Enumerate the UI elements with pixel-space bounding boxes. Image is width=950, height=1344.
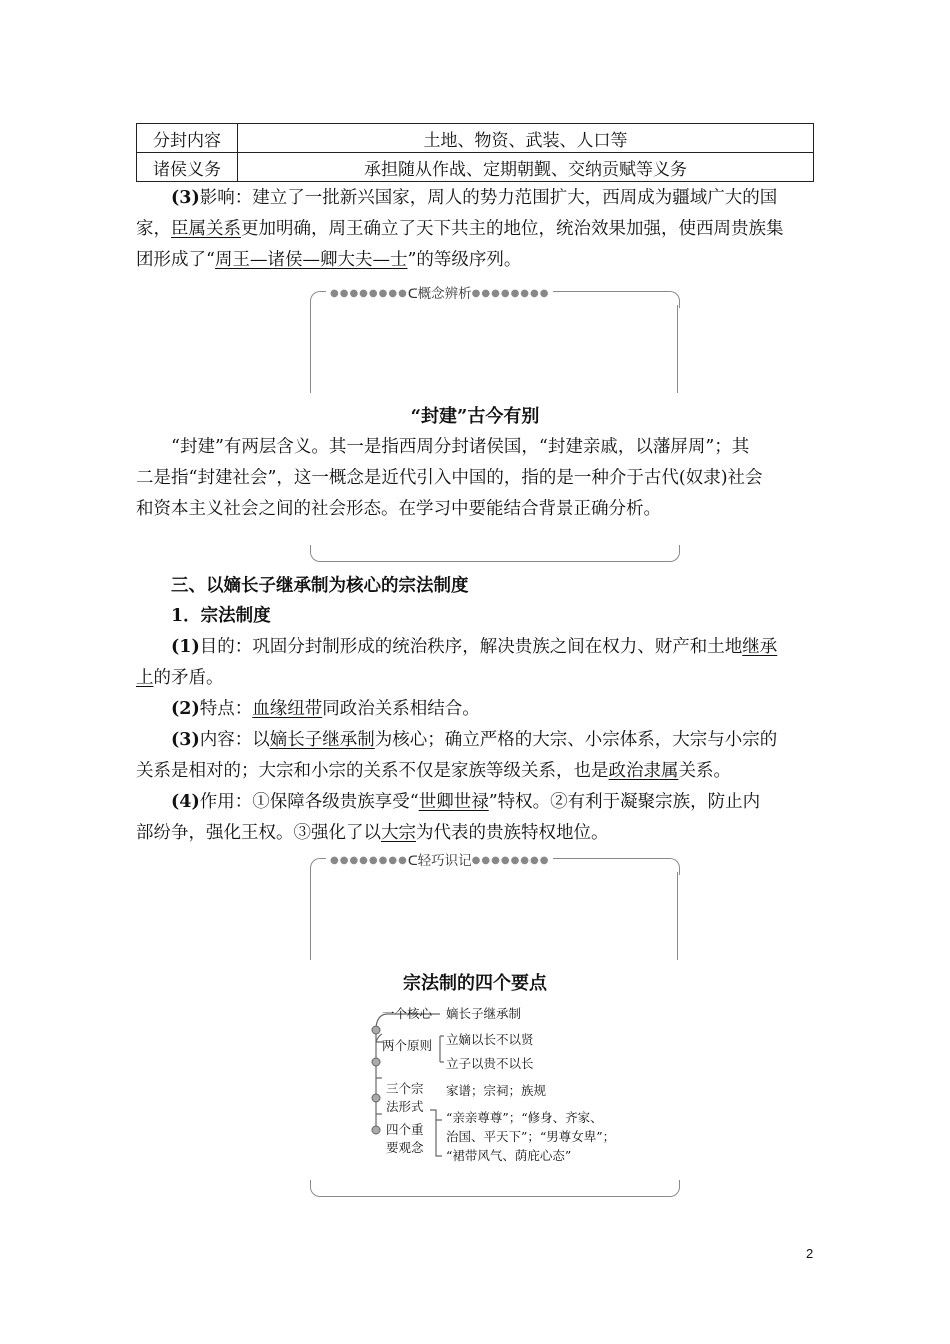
key-term: 臣属关系 (171, 219, 241, 239)
para-text: 关系。 (678, 761, 731, 781)
node-dot (372, 1026, 380, 1034)
concept-tag (326, 282, 553, 302)
para-text: 作用：①保障各级贵族享受“ (199, 792, 419, 812)
key-term: 政治隶属 (608, 761, 679, 781)
concept-title: “封建”古今有别 (410, 406, 540, 427)
node-content: 家谱；宗祠；族规 (446, 1083, 547, 1098)
node-content: 立嫡以长不以贤 (446, 1032, 534, 1047)
para-text: 目的：巩固分封制形成的统治秩序，解决贵族之间在权力、财产和土地 (199, 637, 743, 657)
concept-line: “封建”有两层含义。其一是指西周分封诸侯国，“封建亲戚，以藩屏周”；其 (171, 437, 750, 457)
key-term: 周王—诸侯—卿大夫—士 (214, 250, 408, 270)
influence-text: 团形成了“ (136, 250, 215, 270)
node-label: 三个宗 (386, 1081, 424, 1096)
node-dot (372, 1094, 380, 1102)
item-label: (1) (171, 637, 200, 657)
node-content: 立子以贵不以长 (446, 1056, 534, 1071)
para-text: 内容：以 (199, 730, 270, 750)
item-label: (2) (171, 699, 200, 719)
table-cell-key: 诸侯义务 (137, 153, 238, 182)
concept-box-bottom (310, 545, 680, 562)
bracket-line (440, 1036, 444, 1062)
zongfa-paragraphs (136, 632, 818, 849)
page-number: 2 (806, 1246, 814, 1261)
table-row (137, 124, 814, 153)
node-content: 治国、平天下”；“男尊女卑”； (446, 1129, 616, 1144)
para-text: 同政治关系相结合。 (322, 699, 480, 719)
dots-decoration: ●●●●●●●● (471, 855, 550, 866)
memory-title: 宗法制的四个要点 (403, 973, 547, 994)
concept-body (136, 432, 818, 525)
node-content: “亲亲尊尊”；“修身、齐家、 (446, 1110, 603, 1125)
influence-text: 更加明确，周王确立了天下共主的地位，统治效果加强，使西周贵族集 (241, 219, 784, 239)
node-dot (372, 1058, 380, 1066)
memory-tag-label: 轻巧识记 (417, 853, 472, 869)
bracket-line (430, 1110, 442, 1156)
para-text: 特点： (199, 699, 253, 719)
key-term: 上 (136, 668, 154, 688)
node-label: 要观念 (386, 1140, 424, 1155)
para-text: 为核心；确立严格的大宗、小宗体系，大宗与小宗的 (374, 730, 778, 750)
memory-tag (326, 849, 553, 869)
memory-box-bottom (310, 1180, 680, 1197)
node-dot (372, 1126, 380, 1134)
para-text: 为代表的贵族特权地位。 (416, 823, 609, 843)
node-label: 法形式 (386, 1099, 424, 1114)
concept-line: 和资本主义社会之间的社会形态。在学习中要能结合背景正确分析。 (136, 499, 661, 519)
node-label: 四个重 (386, 1122, 424, 1137)
para-text: 部纷争，强化王权。③强化了以 (136, 823, 381, 843)
frame-right-line (677, 872, 678, 960)
table-cell-value: 土地、物资、武装、人口等 (238, 124, 814, 153)
dots-decoration: ●●●●●●●● (330, 855, 408, 866)
table-cell-key: 分封内容 (137, 124, 238, 153)
key-term: 嫡长子继承制 (269, 730, 375, 750)
item-label: (4) (171, 792, 200, 812)
dots-decoration: ●●●●●●●● (330, 288, 408, 299)
item-label: (3) (171, 188, 200, 208)
para-text: 关系是相对的；大宗和小宗的关系不仅是家族等级关系，也是 (136, 761, 609, 781)
section-heading: 三、以嫡长子继承制为核心的宗法制度 (171, 576, 469, 596)
key-term: 大宗 (381, 823, 416, 843)
concept-tag-label: 概念辨析 (417, 286, 472, 302)
sub-heading: 1．宗法制度 (171, 606, 271, 626)
fenfeng-table (136, 123, 814, 182)
dots-decoration: ●●●●●●●● (471, 288, 550, 299)
tag-hook-icon: ᑕ (407, 853, 418, 869)
node-label: 一个核心 (382, 1006, 433, 1021)
node-label: 两个原则 (382, 1038, 433, 1053)
para-text: 的矛盾。 (153, 668, 224, 688)
node-content: 嫡长子继承制 (446, 1006, 522, 1021)
frame-right-line (677, 305, 678, 393)
concept-line: 二是指“封建社会”，这一概念是近代引入中国的，指的是一种介于古代(奴隶)社会 (136, 468, 763, 488)
tag-hook-icon: ᑕ (407, 286, 418, 302)
node-content: “裙带风气、荫庇心态” (446, 1148, 572, 1163)
key-term: 继承 (742, 637, 778, 657)
para-text: ”特权。②有利于凝聚宗族，防止内 (488, 792, 761, 812)
item-label: (3) (171, 730, 200, 750)
frame-left-line (310, 305, 311, 393)
influence-text: ”的等级序列。 (407, 250, 522, 270)
table-cell-value: 承担随从作战、定期朝觐、交纳贡赋等义务 (238, 153, 814, 182)
influence-text: 影响：建立了一批新兴国家，周人的势力范围扩大，西周成为疆域广大的国 (199, 188, 778, 208)
key-term: 世卿世禄 (418, 792, 489, 812)
influence-text: 家， (136, 219, 171, 239)
frame-left-line (310, 872, 311, 960)
table-row (137, 153, 814, 182)
influence-paragraph (136, 183, 818, 276)
key-term: 血缘纽带 (252, 699, 323, 719)
